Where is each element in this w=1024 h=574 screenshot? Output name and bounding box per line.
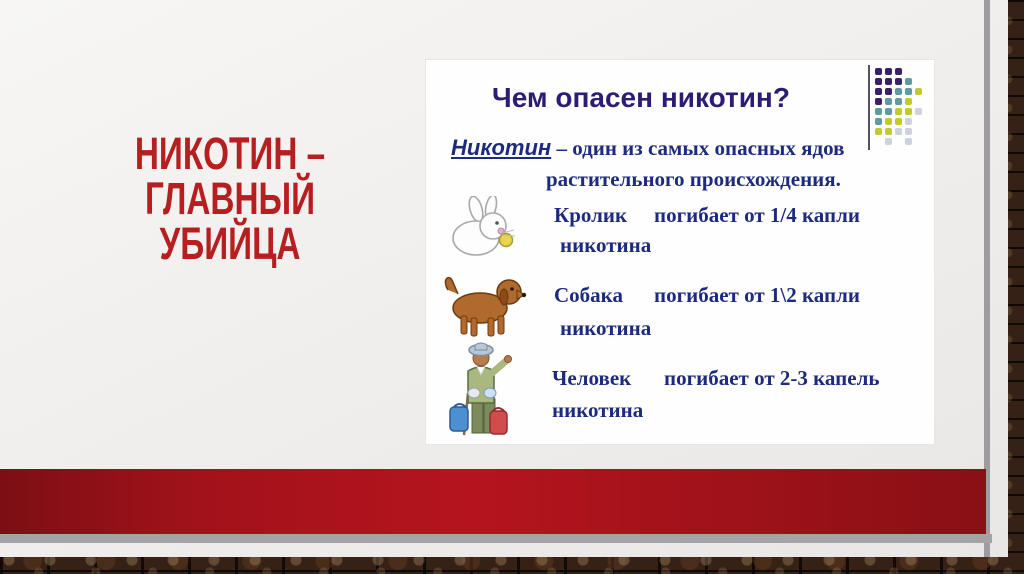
fact-rabbit-line2: никотина bbox=[560, 233, 652, 257]
slide-title: НИКОТИН – ГЛАВНЫЙ УБИЙЦА bbox=[134, 128, 326, 269]
intro-rest: – один из самых опасных ядов bbox=[551, 136, 845, 160]
decor-dot bbox=[875, 118, 882, 125]
decor-dot bbox=[895, 118, 902, 125]
decor-dot bbox=[875, 98, 882, 105]
rabbit-icon bbox=[446, 196, 526, 262]
decor-dot bbox=[875, 78, 882, 85]
decor-dot bbox=[885, 98, 892, 105]
intro-term: Никотин bbox=[451, 135, 552, 160]
decor-dot bbox=[905, 98, 912, 105]
decor-dot bbox=[895, 78, 902, 85]
decor-dot bbox=[885, 78, 892, 85]
decor-dot bbox=[885, 68, 892, 75]
fact-person-subject: Человек bbox=[552, 366, 632, 390]
fact-dog-line1: Собака погибает от 1\2 капли bbox=[554, 283, 860, 307]
fact-rabbit-subject: Кролик bbox=[554, 203, 628, 227]
decor-dot bbox=[885, 88, 892, 95]
decor-dot bbox=[915, 88, 922, 95]
decor-dot bbox=[875, 108, 882, 115]
decor-dot bbox=[905, 78, 912, 85]
fact-rabbit-line1: Кролик погибает от 1/4 капли bbox=[554, 203, 860, 227]
intro-text bbox=[451, 132, 913, 195]
decor-dot bbox=[885, 118, 892, 125]
decor-dot bbox=[895, 98, 902, 105]
content-panel bbox=[425, 59, 935, 445]
dog-icon bbox=[438, 266, 528, 338]
decor-dot bbox=[905, 88, 912, 95]
person-icon bbox=[448, 341, 516, 441]
decor-dot bbox=[875, 68, 882, 75]
decor-dot bbox=[905, 118, 912, 125]
intro-line2: растительного происхождения. bbox=[546, 167, 841, 191]
decor-dot bbox=[875, 88, 882, 95]
bottom-red-band bbox=[0, 469, 986, 534]
fact-dog-line2: никотина bbox=[560, 316, 652, 340]
fact-person-line1: Человек погибает от 2-3 капель bbox=[552, 366, 880, 390]
decor-dot bbox=[895, 68, 902, 75]
bottom-gray-stripe bbox=[0, 534, 992, 543]
decor-dot bbox=[885, 108, 892, 115]
decor-dot bbox=[895, 88, 902, 95]
fact-person-line2: никотина bbox=[552, 398, 644, 422]
decor-dot bbox=[895, 108, 902, 115]
fact-dog-subject: Собака bbox=[554, 283, 623, 307]
panel-title: Чем опасен никотин? bbox=[492, 82, 790, 113]
decor-dot bbox=[915, 108, 922, 115]
decor-dot bbox=[905, 108, 912, 115]
